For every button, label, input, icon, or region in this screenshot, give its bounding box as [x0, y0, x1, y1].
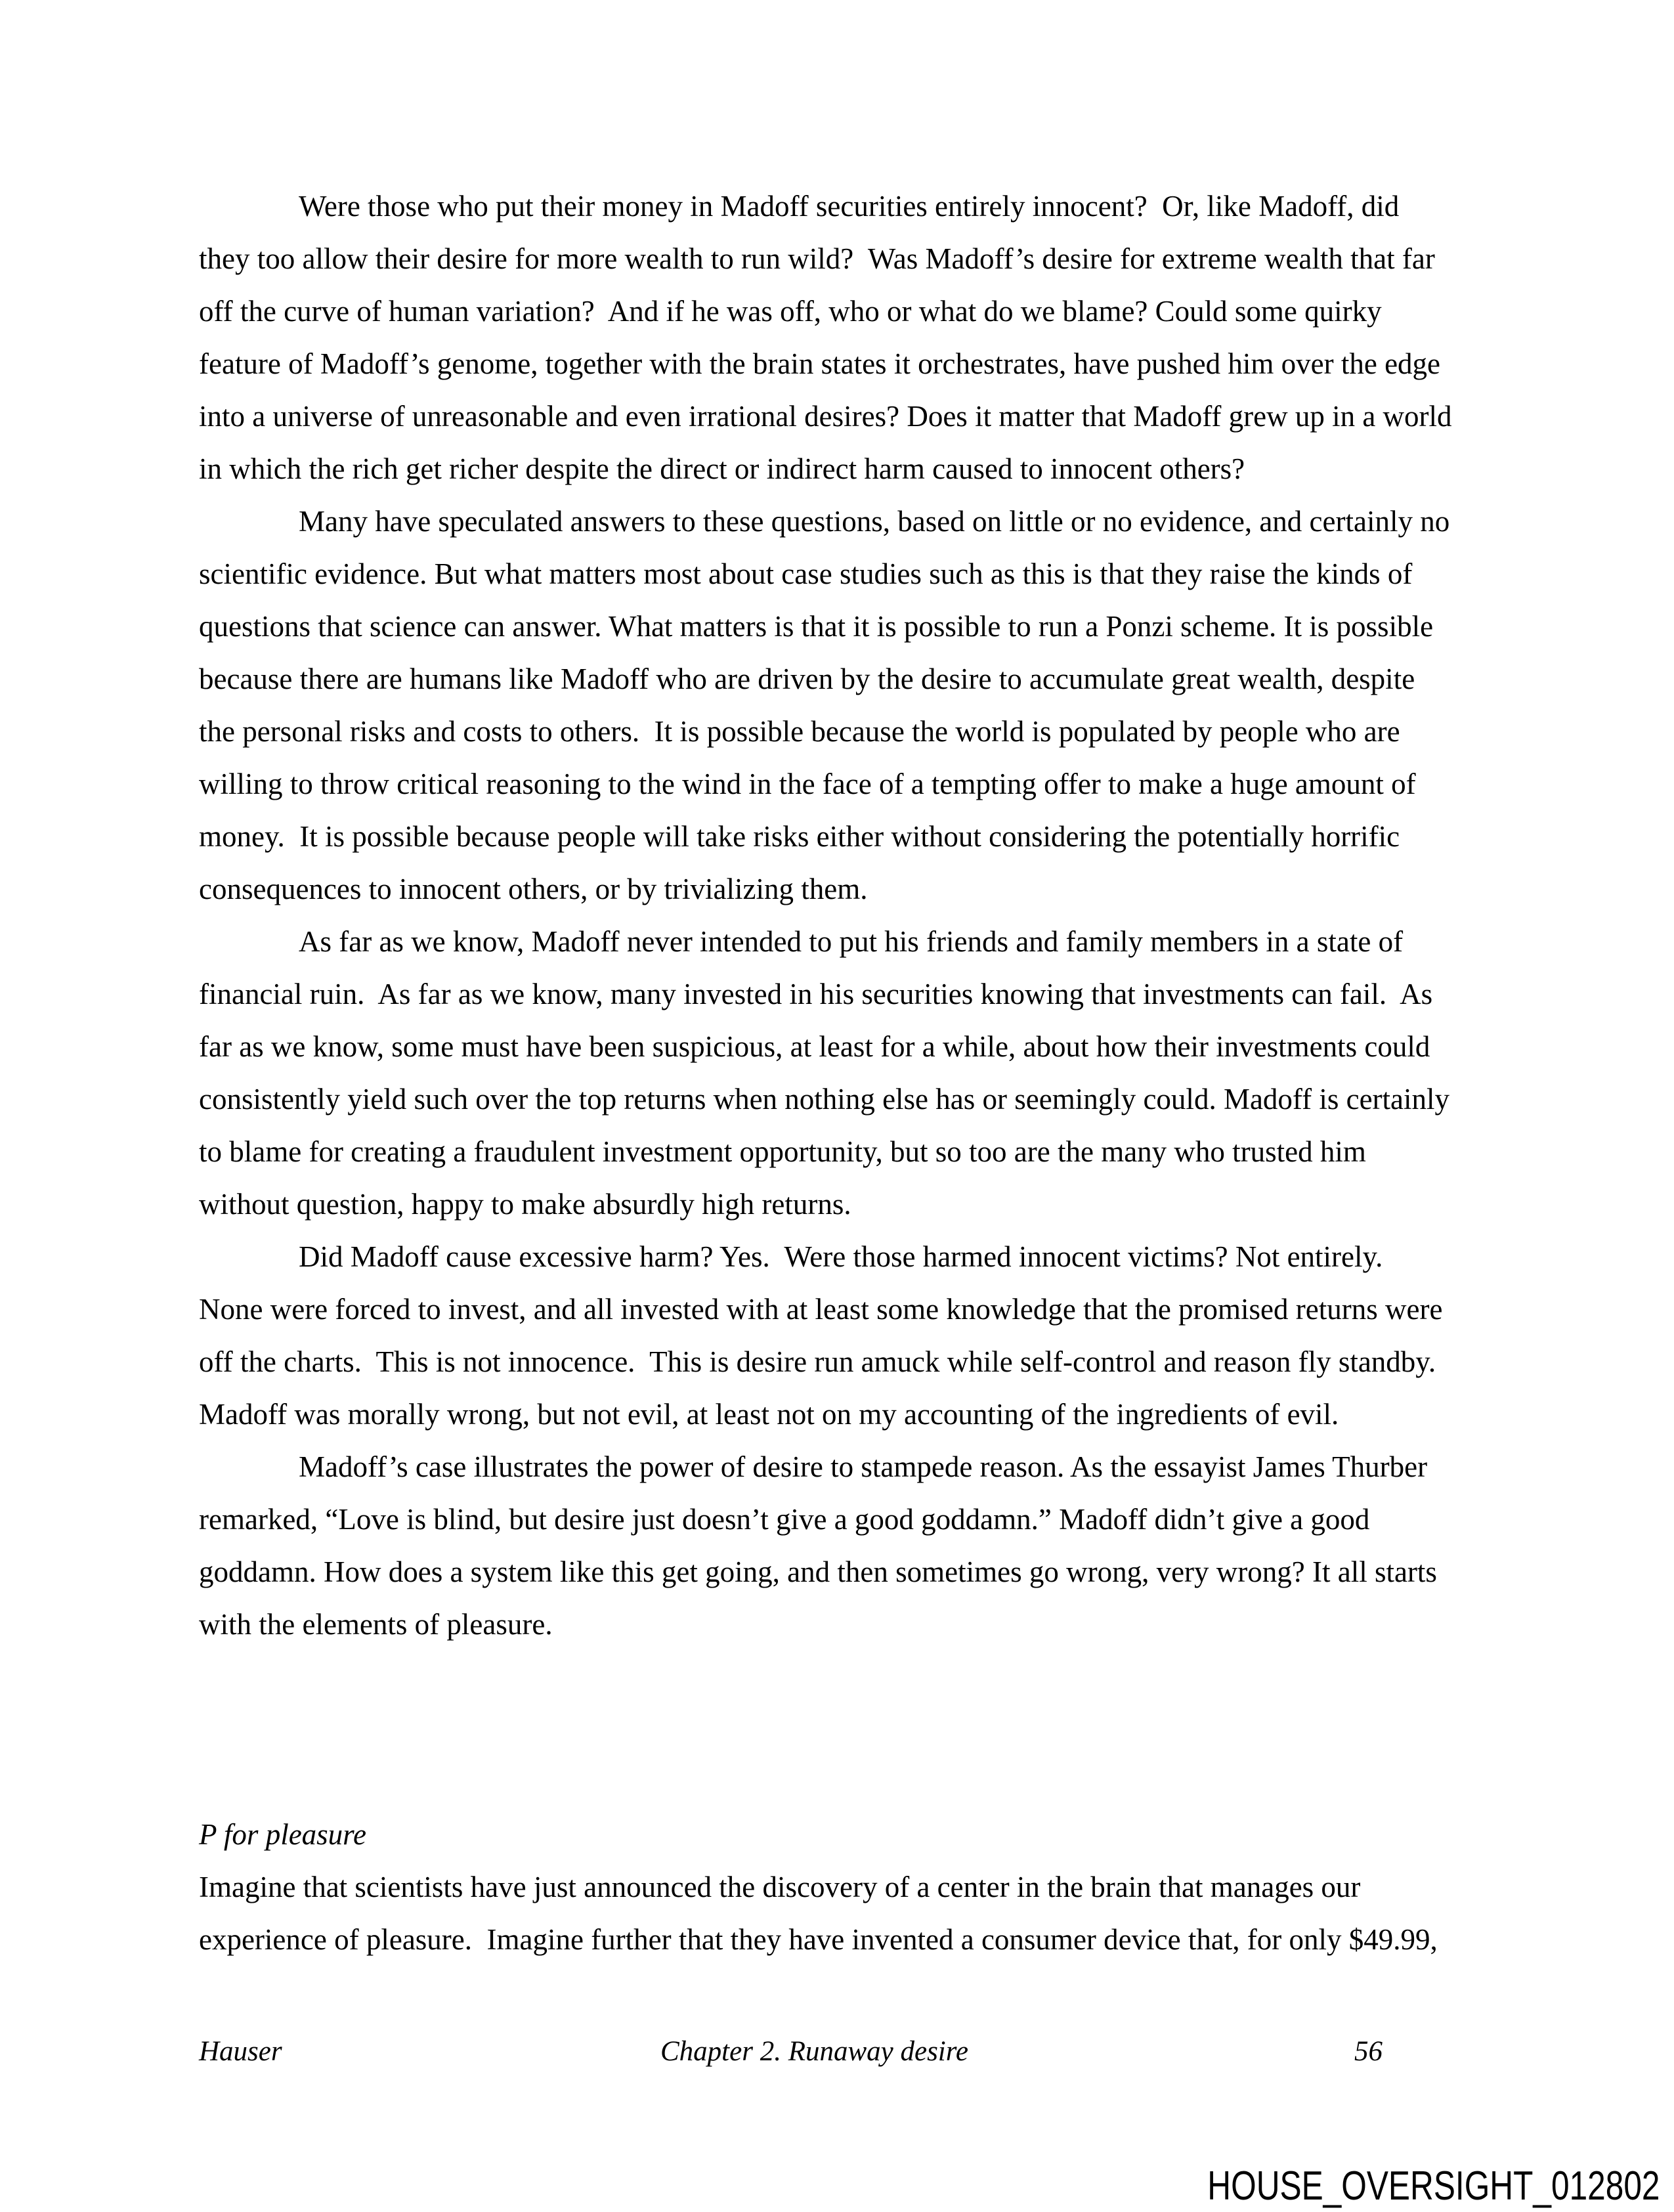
- footer-chapter-title: Chapter 2. Runaway desire: [660, 2036, 968, 2067]
- footer-author: Hauser: [199, 2036, 282, 2067]
- body-line: financial ruin. As far as we know, many invested in his securities knowing that investments can fail. As: [199, 978, 1433, 1010]
- body-line: Many have speculated answers to these questions, based on little or no evidence, and certainly no: [299, 505, 1450, 538]
- body-line: they too allow their desire for more wealth to run wild? Was Madoff’s desire for extreme wealth that far: [199, 242, 1435, 275]
- body-line: goddamn. How does a system like this get going, and then sometimes go wrong, very wrong? It all starts: [199, 1555, 1437, 1588]
- body-line: willing to throw critical reasoning to the wind in the face of a tempting offer to make a huge amount of: [199, 768, 1416, 800]
- body-line: consistently yield such over the top returns when nothing else has or seemingly could. Madoff is certainly: [199, 1083, 1450, 1116]
- bates-stamp: HOUSE_OVERSIGHT_012802: [1207, 2163, 1660, 2209]
- body-line: the personal risks and costs to others. It is possible because the world is populated by people who are: [199, 715, 1400, 748]
- body-line: Did Madoff cause excessive harm? Yes. Were those harmed innocent victims? Not entirely.: [299, 1240, 1383, 1273]
- body-line: Madoff was morally wrong, but not evil, at least not on my accounting of the ingredients of evil.: [199, 1398, 1339, 1431]
- section-heading: P for pleasure: [199, 1818, 366, 1851]
- body-line: feature of Madoff’s genome, together with the brain states it orchestrates, have pushed him over the edge: [199, 347, 1441, 380]
- body-line: Imagine that scientists have just announced the discovery of a center in the brain that manages our: [199, 1871, 1361, 1903]
- body-line: consequences to innocent others, or by trivializing them.: [199, 873, 868, 905]
- body-line: remarked, “Love is blind, but desire just doesn’t give a good goddamn.” Madoff didn’t give a good: [199, 1503, 1370, 1536]
- footer-page-number: 56: [1354, 2036, 1383, 2067]
- body-line: far as we know, some must have been suspicious, at least for a while, about how their investments could: [199, 1030, 1430, 1063]
- body-line: in which the rich get richer despite the direct or indirect harm caused to innocent others?: [199, 452, 1245, 485]
- body-line: None were forced to invest, and all invested with at least some knowledge that the promised returns were: [199, 1293, 1443, 1326]
- body-line: without question, happy to make absurdly high returns.: [199, 1188, 851, 1221]
- body-line: to blame for creating a fraudulent investment opportunity, but so too are the many who trusted him: [199, 1135, 1366, 1168]
- body-line: money. It is possible because people will take risks either without considering the potentially horrific: [199, 820, 1400, 853]
- body-line: with the elements of pleasure.: [199, 1608, 553, 1641]
- body-line: scientific evidence. But what matters most about case studies such as this is that they raise the kinds of: [199, 557, 1413, 590]
- body-line: Madoff’s case illustrates the power of desire to stampede reason. As the essayist James Thurber: [299, 1450, 1428, 1483]
- body-line: off the curve of human variation? And if he was off, who or what do we blame? Could some quirky: [199, 295, 1382, 328]
- body-line: As far as we know, Madoff never intended to put his friends and family members in a state of: [299, 925, 1404, 958]
- body-line: experience of pleasure. Imagine further that they have invented a consumer device that, for only $49.99,: [199, 1923, 1438, 1956]
- body-line: into a universe of unreasonable and even irrational desires? Does it matter that Madoff grew up in a world: [199, 400, 1452, 433]
- body-line: off the charts. This is not innocence. This is desire run amuck while self-control and reason fly standby.: [199, 1345, 1436, 1378]
- body-line: questions that science can answer. What matters is that it is possible to run a Ponzi scheme. It is possible: [199, 610, 1434, 643]
- body-line: Were those who put their money in Madoff securities entirely innocent? Or, like Madoff, did: [299, 190, 1400, 223]
- body-line: because there are humans like Madoff who are driven by the desire to accumulate great wealth, despite: [199, 662, 1415, 695]
